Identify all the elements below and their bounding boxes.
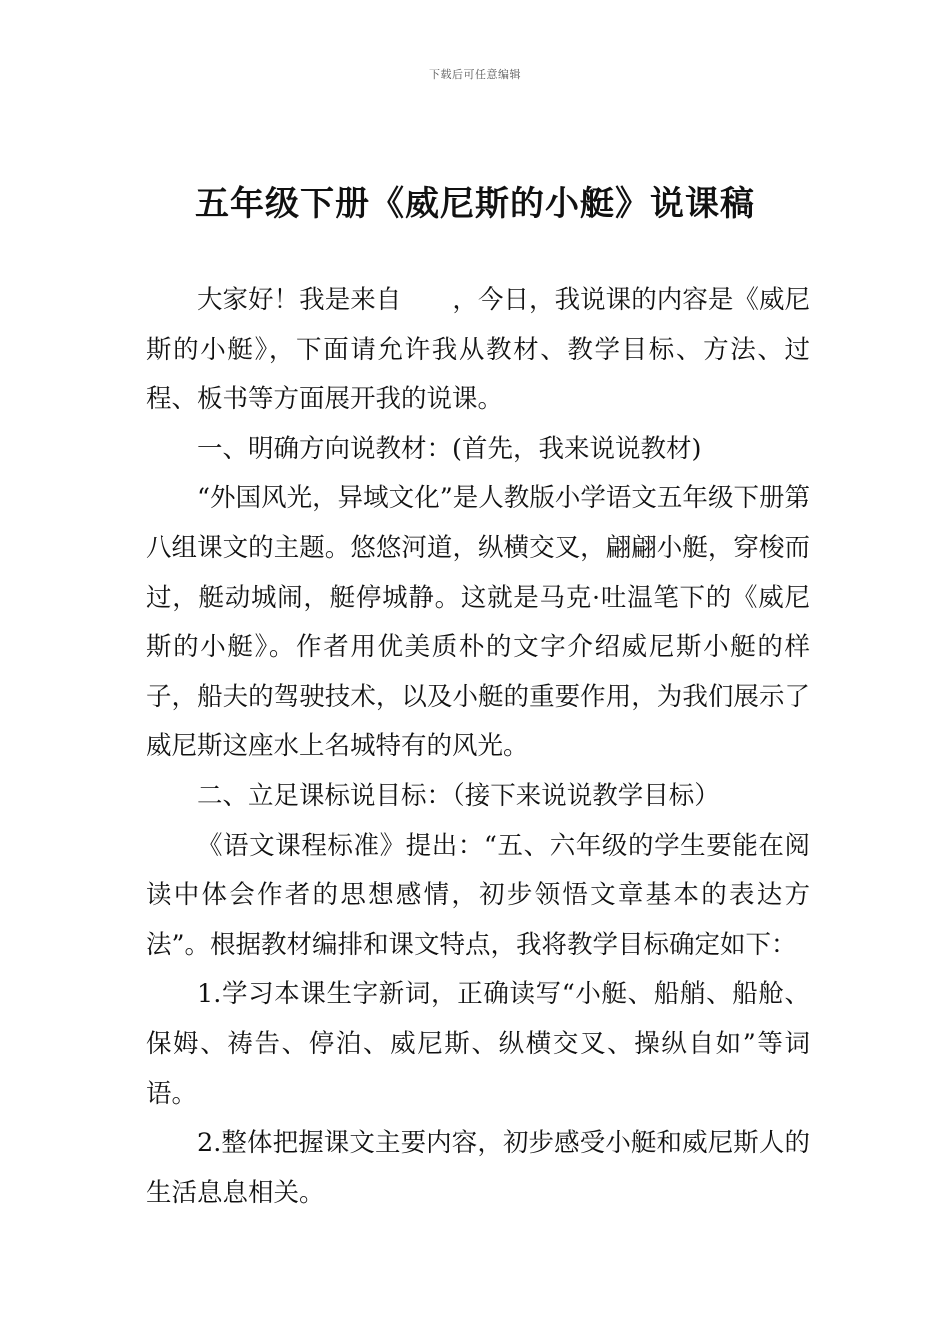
paragraph-textbook: “外国风光，异域文化”是人教版小学语文五年级下册第八组课文的主题。悠悠河道，纵横交叉，翩翩小艇，穿梭而过，艇动城闹，艇停城静。这就是马克·吐温笔下的《威尼斯的小艇》。作者用优美质朴的文字介绍威尼斯小艇的样子，船夫的驾驶技术，以及小艇的重要作用，为我们展示了威尼斯这座水上名城特有的风光。 [146, 483, 810, 762]
objective-item-2: 2.整体把握课文主要内容，初步感受小艇和威尼斯人的生活息息相关。 [146, 1128, 810, 1208]
objective-item-1: 1.学习本课生字新词，正确读写“小艇、船艄、船舱、保姆、祷告、停泊、威尼斯、纵横交叉、操纵自如”等词语。 [146, 979, 810, 1109]
document-title: 五年级下册《威尼斯的小艇》说课稿 [195, 184, 755, 224]
document-body [146, 276, 810, 1218]
page-header-note: 下载后可任意编辑 [429, 68, 521, 81]
section-heading-textbook: 一、明确方向说教材：(首先，我来说说教材) [197, 433, 702, 464]
section-heading-objectives: 二、立足课标说目标：（接下来说说教学目标） [197, 780, 720, 811]
paragraph-intro: 大家好！我是来自 ，今日，我说课的内容是《威尼斯的小艇》，下面请允许我从教材、教学目标、方法、过程、板书等方面展开我的说课。 [146, 285, 810, 415]
paragraph-objectives: 《语文课程标准》提出：“五、六年级的学生要能在阅读中体会作者的思想感情，初步领悟文章基本的表达方法”。根据教材编排和课文特点，我将教学目标确定如下： [146, 830, 810, 960]
